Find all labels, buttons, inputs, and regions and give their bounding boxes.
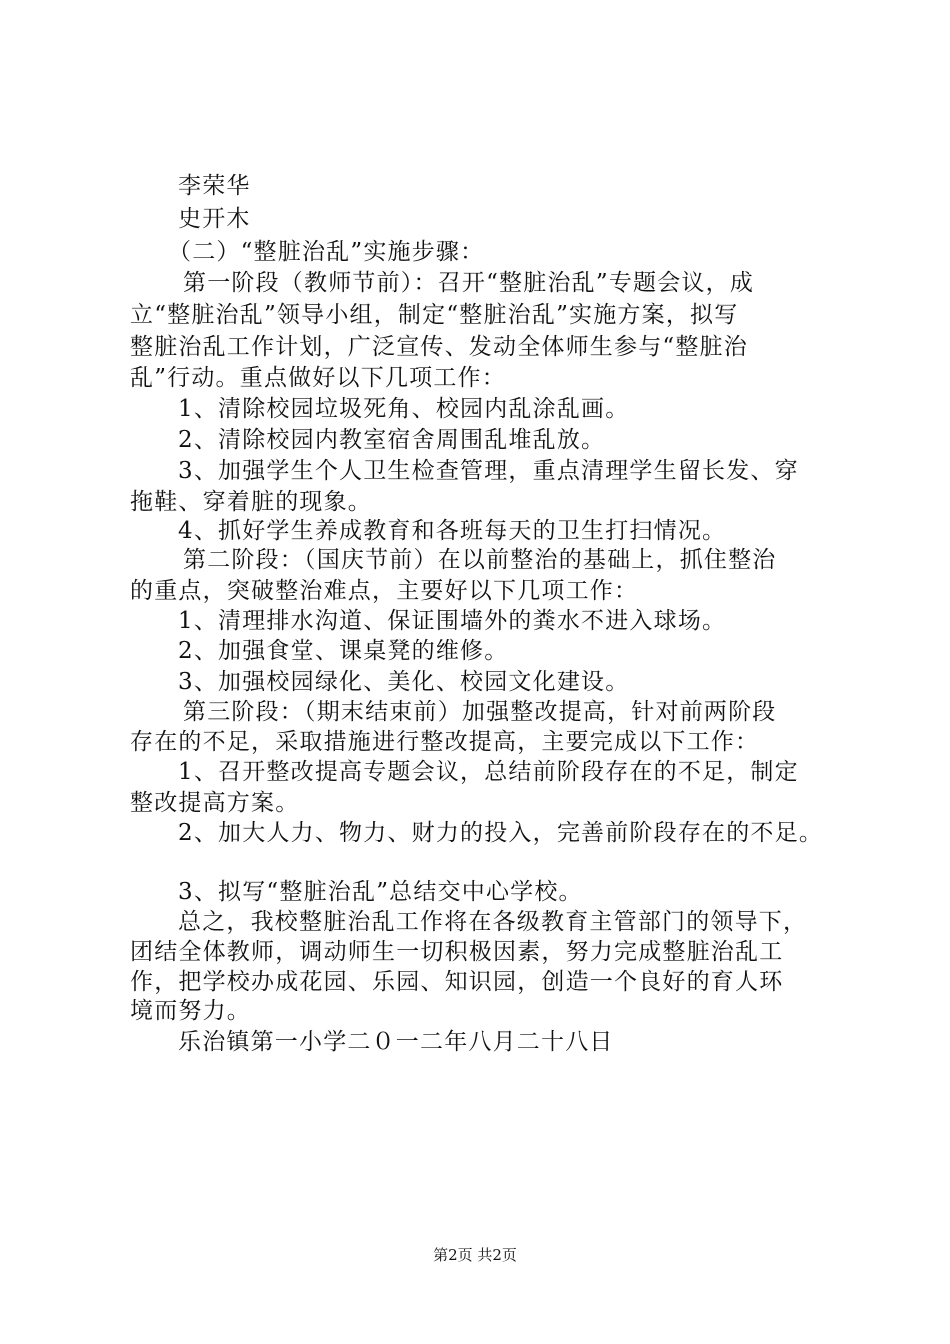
stage-three-line-2: 存在的不足，采取措施进行整改提高，主要完成以下工作：	[130, 729, 760, 755]
stage-one-item-3: 3、加强学生个人卫生检查管理，重点清理学生留长发、穿	[178, 458, 799, 484]
conclusion-line-3: 作，把学校办成花园、乐园、知识园，创造一个良好的育人环	[130, 969, 784, 995]
stage-one-line-2: 立“整脏治乱”领导小组，制定“整脏治乱”实施方案，拟写	[130, 302, 739, 328]
stage-one-item-4: 4、抓好学生养成教育和各班每天的卫生打扫情况。	[178, 518, 727, 544]
page-number-footer: 第2页 共2页	[433, 1246, 517, 1264]
name-shi-kaimu: 史开木	[178, 206, 251, 232]
stage-two-line-1: 第二阶段：（国庆节前）在以前整治的基础上，抓住整治	[183, 547, 777, 573]
stage-one-line-3: 整脏治乱工作计划，广泛宣传、发动全体师生参与“整脏治	[130, 334, 748, 360]
conclusion-line-2: 团结全体教师，调动师生一切积极因素，努力完成整脏治乱工	[130, 939, 784, 965]
stage-one-item-2: 2、清除校园内教室宿舍周围乱堆乱放。	[178, 427, 606, 453]
stage-three-item-2: 2、加大人力、物力、财力的投入，完善前阶段存在的不足。	[178, 820, 824, 846]
conclusion-line-1: 总之，我校整脏治乱工作将在各级教育主管部门的领导下，	[178, 909, 808, 935]
stage-three-item-1: 1、召开整改提高专题会议，总结前阶段存在的不足，制定	[178, 759, 799, 785]
stage-one-line-4: 乱”行动。重点做好以下几项工作：	[130, 365, 506, 391]
stage-three-line-1: 第三阶段：（期末结束前）加强整改提高，针对前两阶段	[183, 699, 777, 725]
stage-one-item-3-cont: 拖鞋、穿着脏的现象。	[130, 489, 372, 515]
stage-two-item-2: 2、加强食堂、课桌凳的维修。	[178, 638, 509, 664]
conclusion-line-4: 境而努力。	[130, 998, 251, 1024]
stage-two-item-1: 1、清理排水沟道、保证围墙外的粪水不进入球场。	[178, 608, 727, 634]
name-li-ronghua: 李荣华	[178, 173, 251, 199]
stage-two-item-3: 3、加强校园绿化、美化、校园文化建设。	[178, 669, 630, 695]
stage-one-line-1: 第一阶段（教师节前）：召开“整脏治乱”专题会议，成	[183, 270, 755, 296]
section-heading-steps: （二）“整脏治乱”实施步骤：	[168, 239, 485, 265]
stage-three-item-1-cont: 整改提高方案。	[130, 790, 300, 816]
signature-line: 乐治镇第一小学二０一二年八月二十八日	[178, 1029, 614, 1055]
stage-two-line-2: 的重点，突破整治难点，主要好以下几项工作：	[130, 578, 639, 604]
stage-three-item-3: 3、拟写“整脏治乱”总结交中心学校。	[178, 879, 583, 905]
stage-one-item-1: 1、清除校园垃圾死角、校园内乱涂乱画。	[178, 396, 630, 422]
